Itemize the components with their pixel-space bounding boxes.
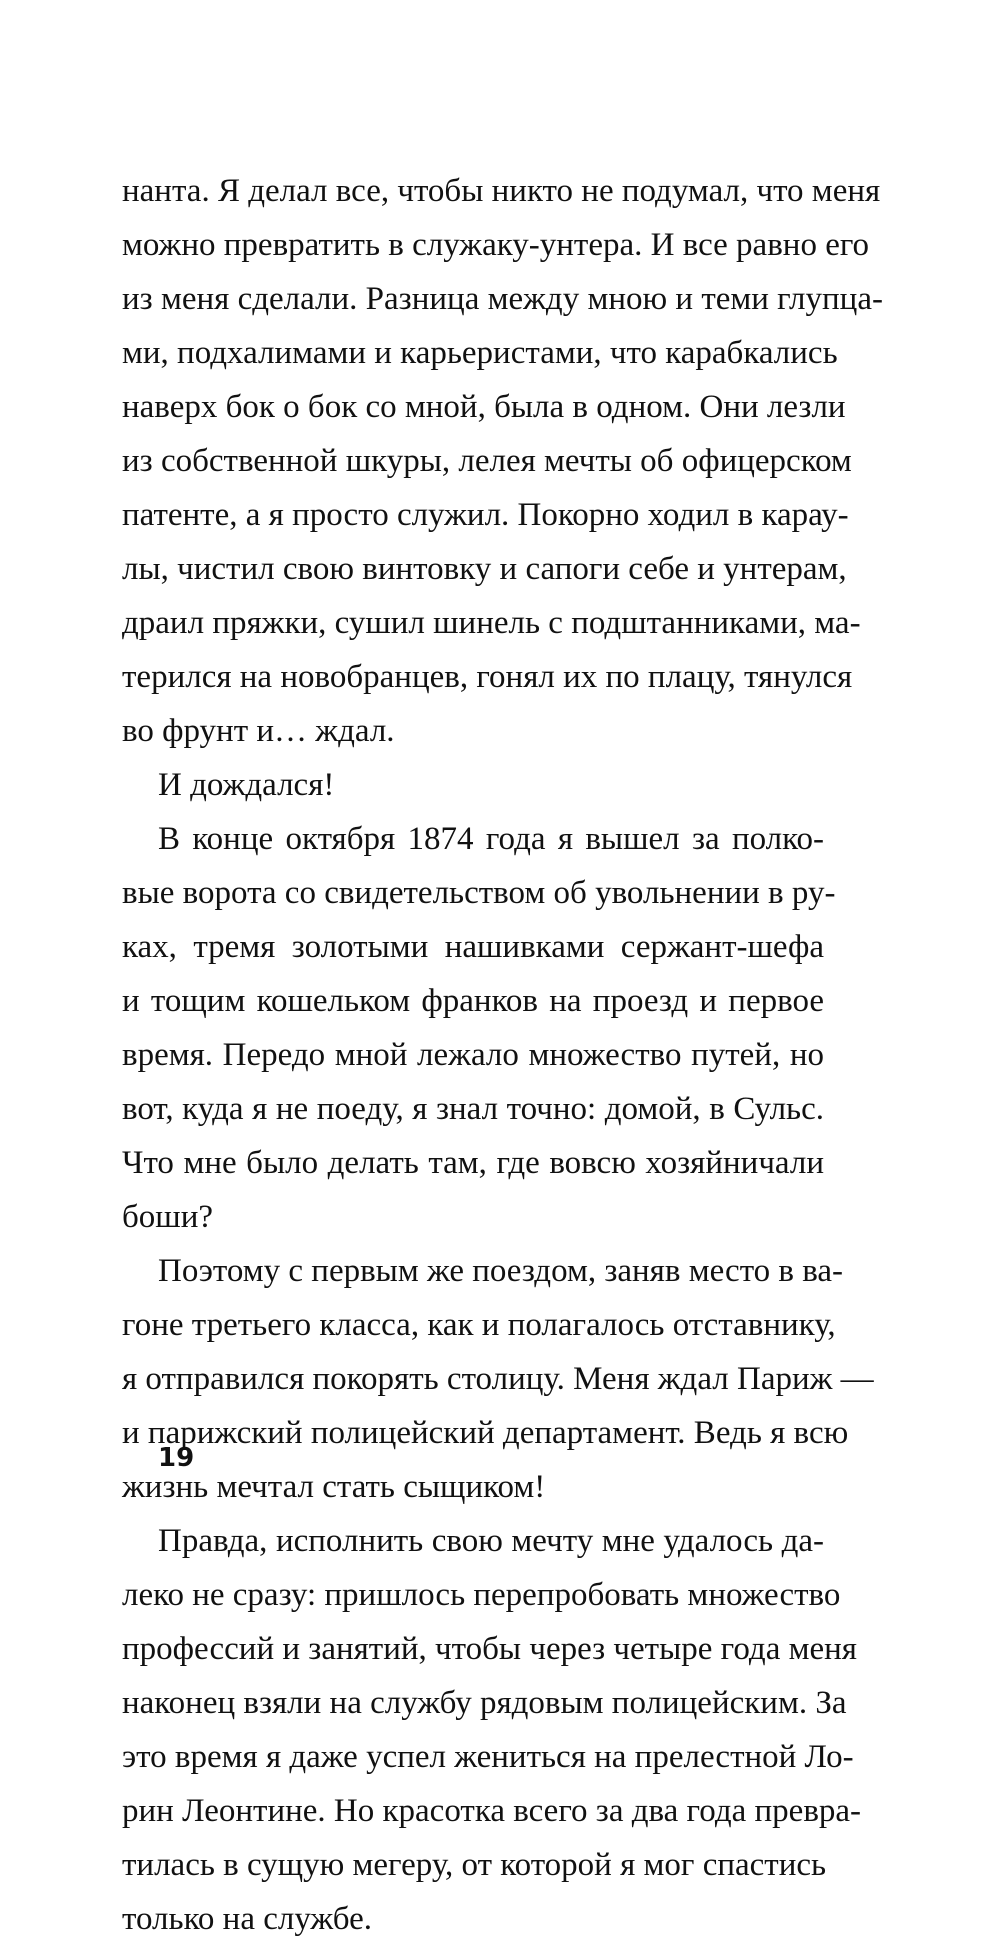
text-line: лы, чистил свою винтовку и сапоги себе и унтерам, (122, 551, 847, 587)
text-line: тилась в сущую мегеру, от которой я мог спастись (122, 1847, 827, 1883)
text-line: и тощим кошельком франков на проезд и первое (122, 983, 824, 1019)
text-line: я отправился покорять столицу. Меня ждал Париж — (122, 1361, 874, 1397)
text-line: и парижский полицейский департамент. Ведь я всю (122, 1415, 849, 1451)
page-number: 19 (158, 1443, 195, 1473)
text-line: во фрунт и… ждал. (122, 713, 395, 749)
text-line: терился на новобранцев, гонял их по плацу, тянулся (122, 659, 853, 695)
text-line: драил пряжки, сушил шинель с подштанниками, ма- (122, 605, 861, 641)
paragraph (122, 164, 883, 758)
text-line: наверх бок о бок со мной, была в одном. Они лезли (122, 389, 846, 425)
text-line: вот, куда я не поеду, я знал точно: домой, в Сульс. (122, 1091, 824, 1127)
text-line: И дождался! (158, 767, 335, 803)
text-line: из собственной шкуры, лелея мечты об офицерском (122, 443, 852, 479)
paragraph (122, 758, 824, 812)
paragraph (122, 1514, 862, 1946)
text-line: можно превратить в служаку-унтера. И все равно его (122, 227, 870, 263)
text-line: время. Передо мной лежало множество путей, но (122, 1037, 824, 1073)
text-line: жизнь мечтал стать сыщиком! (122, 1469, 546, 1505)
paragraph (122, 1244, 874, 1514)
text-line: гоне третьего класса, как и полагалось отставнику, (122, 1307, 836, 1343)
text-line: вые ворота со свидетельством об увольнении в ру- (122, 875, 836, 911)
text-line: Поэтому с первым же поездом, заняв место в ва- (158, 1253, 844, 1289)
text-line: Что мне было делать там, где вовсю хозяйничали (122, 1145, 824, 1181)
paragraph (122, 812, 836, 1244)
text-line: Правда, исполнить свою мечту мне удалось да- (158, 1523, 824, 1559)
text-line: боши? (122, 1199, 214, 1235)
body-text (122, 164, 883, 1946)
text-line: наконец взяли на службу рядовым полицейским. За (122, 1685, 847, 1721)
text-line: нанта. Я делал все, чтобы никто не подумал, что меня (122, 173, 881, 209)
text-line: из меня сделали. Разница между мною и теми глупца- (122, 281, 883, 317)
text-line: леко не сразу: пришлось перепробовать множество (122, 1577, 841, 1613)
text-line: профессий и занятий, чтобы через четыре года меня (122, 1631, 857, 1667)
text-line: это время я даже успел жениться на прелестной Ло- (122, 1739, 854, 1775)
text-line: только на службе. (122, 1901, 373, 1937)
text-line: ках, тремя золотыми нашивками сержант-шефа (122, 929, 824, 965)
text-line: ми, подхалимами и карьеристами, что карабкались (122, 335, 838, 371)
text-line: патенте, а я просто служил. Покорно ходил в карау- (122, 497, 849, 533)
text-line: рин Леонтине. Но красотка всего за два года превра- (122, 1793, 862, 1829)
text-line: В конце октября 1874 года я вышел за полко- (158, 821, 824, 857)
